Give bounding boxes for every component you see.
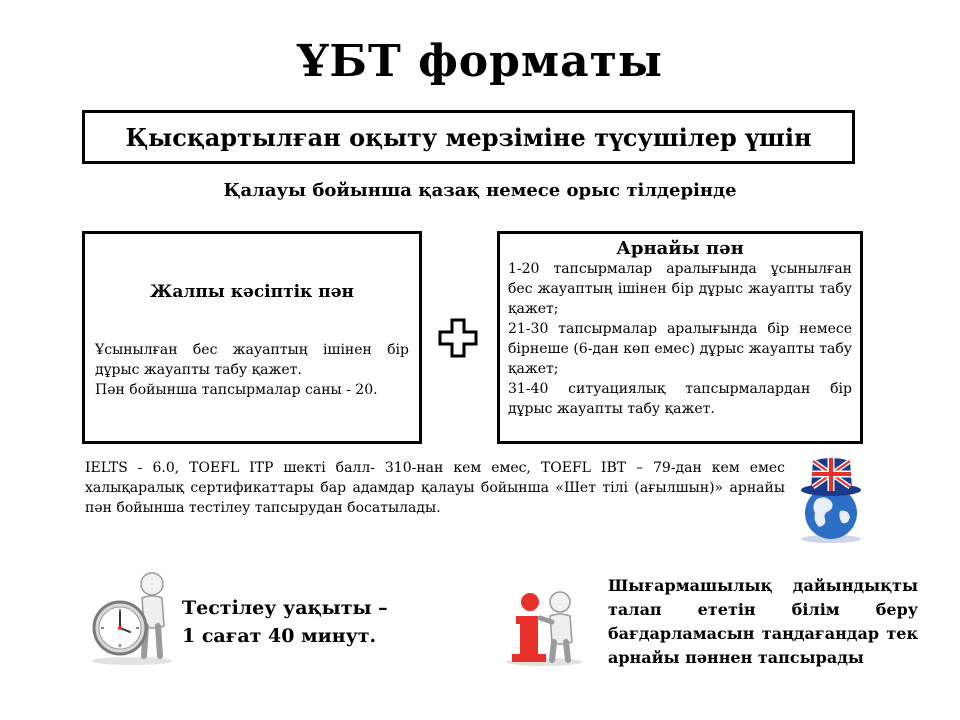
ielts-exemption-note: IELTS - 6.0, TOEFL ITP шекті балл- 310-нан кем емес, TOEFL IBT – 79-дан кем емес халықаралық сертификаттары бар адамдар қалауы бойынша «Шет тілі (ағылшын)» арнайы пән бойынша тестілеу тапсырудан босатылады. — [85, 460, 785, 516]
special-subject-p2: 21-30 тапсырмалар аралығында бір немесе бірнеше (6-дан көп емес) дұрыс жауапты табу қажет; — [508, 321, 852, 377]
page-title: ҰБТ форматы — [297, 36, 663, 87]
special-subject-box — [497, 231, 863, 444]
plus-icon — [438, 318, 478, 358]
clock-figure-icon — [86, 566, 178, 666]
test-time-line1: Тестілеу уақыты – — [182, 597, 388, 619]
special-subject-p1: 1-20 тапсырмалар аралығында ұсынылған бес жауаптың ішінен бір дұрыс жауапты табу қажет; — [508, 261, 852, 317]
language-note: Қалауы бойынша қазақ немесе орыс тілдерінде — [223, 180, 737, 201]
special-subject-body — [500, 259, 860, 419]
general-subject-heading: Жалпы кәсіптік пән — [150, 282, 354, 302]
general-subject-body — [95, 340, 409, 400]
general-subject-line2: Пән бойынша тапсырмалар саны - 20. — [95, 382, 378, 398]
info-figure-icon — [500, 578, 588, 666]
special-subject-p3: 31-40 ситуациялық тапсырмалардан бір дұрыс жауапты табу қажет. — [508, 381, 852, 417]
test-time — [182, 594, 388, 650]
test-time-line2: 1 сағат 40 минут. — [182, 625, 377, 647]
subtitle-box — [82, 110, 855, 164]
general-subject-box — [82, 231, 422, 444]
globe-with-hat-icon — [784, 453, 879, 545]
subtitle-text: Қысқартылған оқыту мерзіміне түсушілер үшін — [125, 122, 812, 152]
creative-program-note: Шығармашылық дайындықты талап ететін білім беру бағдарламасын таңдағандар тек арнайы пәннен тапсырады — [608, 576, 918, 667]
general-subject-line1: Ұсынылған бес жауаптың ішінен бір дұрыс жауапты табу қажет. — [95, 342, 409, 378]
special-subject-heading: Арнайы пән — [616, 238, 744, 259]
